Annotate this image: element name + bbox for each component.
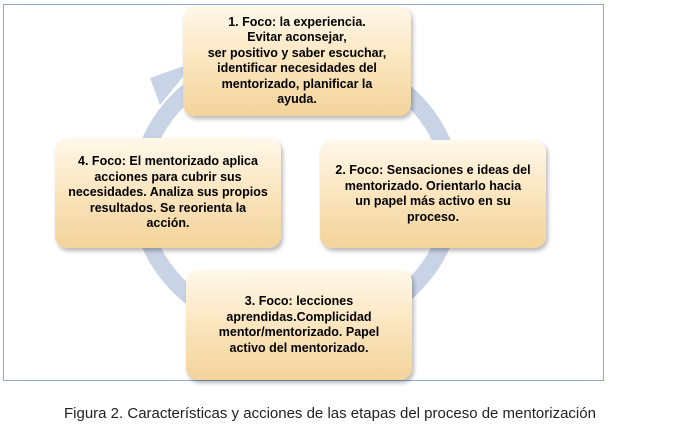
stage-1-line: ser positivo y saber escuchar,	[207, 45, 387, 60]
stage-2-line: proceso.	[406, 209, 460, 224]
figure-caption: Figura 2. Características y acciones de las etapas del proceso de mentorización	[64, 405, 596, 422]
stage-1-line: mentorizado, planificar la	[221, 76, 373, 91]
stage-1-line: 1. Foco: la experiencia.	[228, 14, 366, 29]
stage-1-text	[208, 15, 387, 108]
stage-3-text	[219, 294, 379, 356]
stage-2-line: 2. Foco: Sensaciones e ideas del	[335, 163, 531, 177]
stage-3-line: 3. Foco: lecciones	[244, 294, 354, 308]
stage-4-line: acción.	[146, 216, 190, 231]
stage-2-line: mentorizado. Orientarlo hacia	[344, 178, 522, 193]
stage-2-box	[320, 140, 546, 248]
stage-1-line: Evitar aconsejar,	[247, 30, 347, 44]
stage-4-text	[68, 154, 268, 232]
stage-4-line: 4. Foco: El mentorizado aplica	[78, 154, 258, 169]
stage-3-line: activo del mentorizado.	[229, 340, 369, 355]
stage-2-text	[335, 163, 530, 225]
stage-3-line: aprendidas.Complicidad	[226, 309, 372, 324]
stage-4-line: necesidades. Analiza sus propios	[68, 185, 268, 200]
stage-1-box	[183, 6, 411, 116]
stage-4-box	[55, 138, 281, 248]
stage-4-line: acciones para cubrir sus	[94, 169, 242, 184]
stage-4-line: resultados. Se reorienta la	[89, 200, 247, 215]
stage-3-box	[186, 270, 412, 380]
stage-2-line: un papel más activo en su	[355, 194, 511, 208]
stage-1-line: ayuda.	[277, 92, 317, 106]
stage-1-line: identificar necesidades del	[217, 61, 377, 75]
stage-3-line: mentor/mentorizado. Papel	[218, 325, 380, 339]
